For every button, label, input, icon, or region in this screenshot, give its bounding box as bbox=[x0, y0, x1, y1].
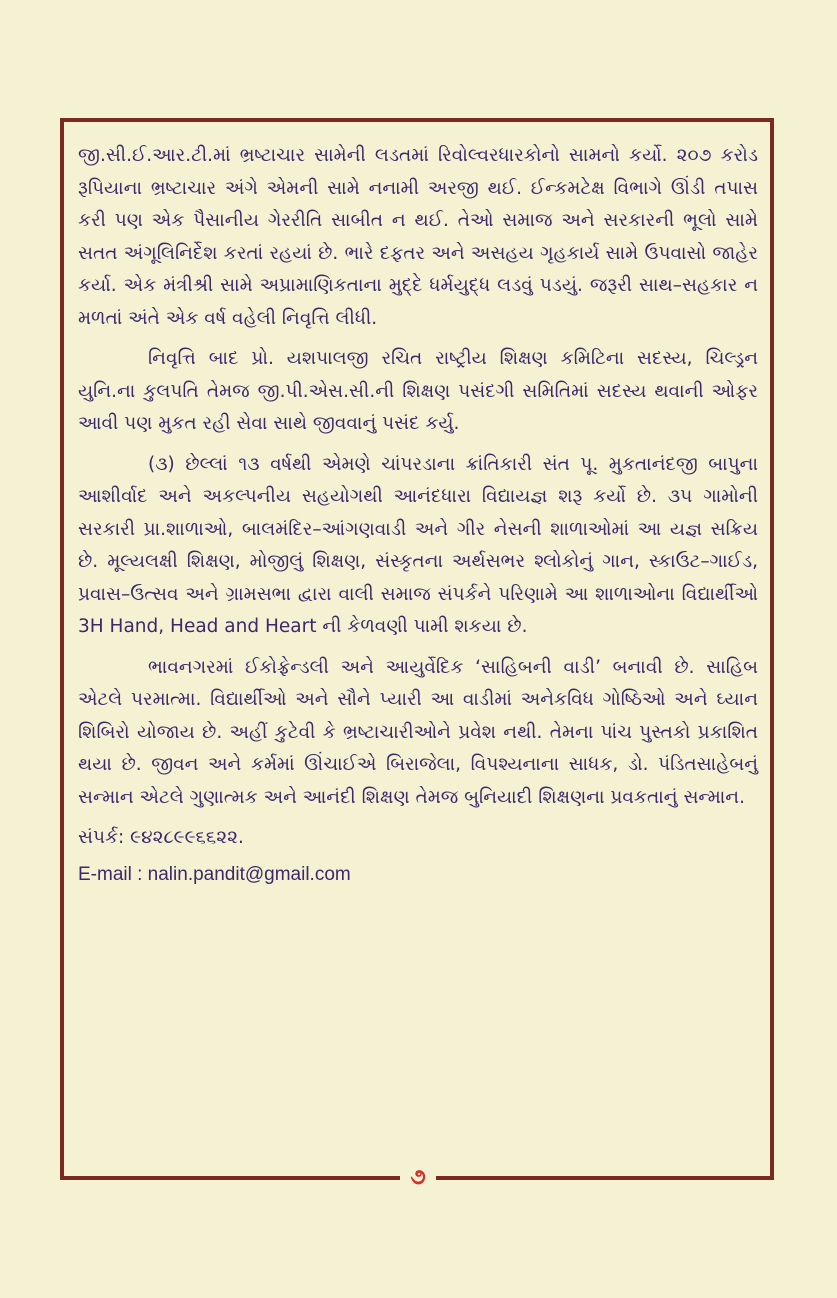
paragraph-4: ભાવનગરમાં ઈકોફ્રેન્ડલી અને આયુર્વેદિક ‘સાહિબની વાડી’ બનાવી છે. સાહિબ એટલે પરમાત્મા. વિદ્યાર્થીઓ અને સૌને પ્યારી આ વાડીમાં અનેકવિધ ગોષ્ઠિઓ અને ઘ્યાન શિબિરો યોજાય છે. અહીં કુટેવી કે ભ્રષ્ટાચારીઓને પ્રવેશ નથી. તેમના પાંચ પુસ્તકો પ્રકાશિત થયા છે. જીવન અને કર્મમાં ઊંચાઈએ બિરાજેલા, વિપશ્યનાના સાધક, ડો. પંડિતસાહેબનું સન્માન એટલે ગુણાત્મક અને આનંદી શિક્ષણ તેમજ બુનિયાદી શિક્ષણના પ્રવકતાનું સન્માન. bbox=[78, 656, 758, 808]
paragraph-3: (૩) છેલ્લાં ૧૩ વર્ષથી એમણે ચાંપરડાના ક્રાંતિકારી સંત પૂ. મુકતાનંદજી બાપુના આશીર્વાદ અને અકલ્પનીય સહયોગથી આનંદધારા વિદ્યાયજ્ઞ શરૂ કર્યો છે. ૩૫ ગામોની સરકારી પ્રા.શાળાઓ, બાલમંદિર–આંગણવાડી અને ગીર નેસની શાળાઓમાં આ યજ્ઞ સક્રિય છે. મૂલ્યલક્ષી શિક્ષણ, મોજીલું શિક્ષણ, સંસ્કૃતના અર્થસભર શ્લોકોનું ગાન, સ્કાઉટ–ગાઈડ, પ્રવાસ–ઉત્સવ અને ગ્રામસભા દ્વારા વાલી સમાજ સંપર્કને પરિણામે આ શાળાઓના વિદ્યાર્થીઓ 3H Hand, Head and Heart ની કેળવણી પામી શકયા છે. bbox=[78, 453, 758, 637]
page-number: ૭ bbox=[410, 1165, 426, 1190]
document-body bbox=[78, 140, 758, 891]
contact-phone: સંપર્ક: ૯૪૨૮૯૯૬૬૨૨. bbox=[78, 827, 244, 848]
bottom-border-right bbox=[436, 1176, 774, 1180]
paragraph-2: નિવૃત્તિ બાદ પ્રો. યશપાલજી રચિત રાષ્ટ્રીય શિક્ષણ કમિટિના સદસ્ય, ચિલ્ડ્રન યુનિ.ના કુલપતિ તેમજ જી.પી.એસ.સી.ની શિક્ષણ પસંદગી સમિતિમાં સદસ્ય થવાની ઓફર આવી પણ મુકત રહી સેવા સાથે જીવવાનું પસંદ કર્યુ. bbox=[78, 348, 758, 434]
contact-email[interactable]: E-mail : nalin.pandit@gmail.com bbox=[78, 863, 351, 885]
paragraph-1: જી.સી.ઈ.આર.ટી.માં ભ્રષ્ટાચાર સામેની લડતમાં રિવોલ્વરધારકોનો સામનો કર્યો. ૨૦૭ કરોડ રૂપિયાના ભ્રષ્ટાચાર અંગે એમની સામે નનામી અરજી થઈ. ઈન્કમટેક્ષ વિભાગે ઊંડી તપાસ કરી પણ એક પૈસાનીય ગેરરીતિ સાબીત ન થઈ. તેઓ સમાજ અને સરકારની ભૂલો સામે સતત અંગૂલિનિર્દેશ કરતાં રહયાં છે. ભારે દફતર અને અસહય ગૃહકાર્ય સામે ઉપવાસો જાહેર કર્યા. એક મંત્રીશ્રી સામે અપ્રામાણિકતાના મુદ્દે ધર્મયુદ્ધ લડવું પડયું. જરૂરી સાથ–સહકાર ન મળતાં અંતે એક વર્ષ વહેલી નિવૃત્તિ લીધી. bbox=[78, 145, 758, 329]
bottom-border-left bbox=[60, 1176, 400, 1180]
